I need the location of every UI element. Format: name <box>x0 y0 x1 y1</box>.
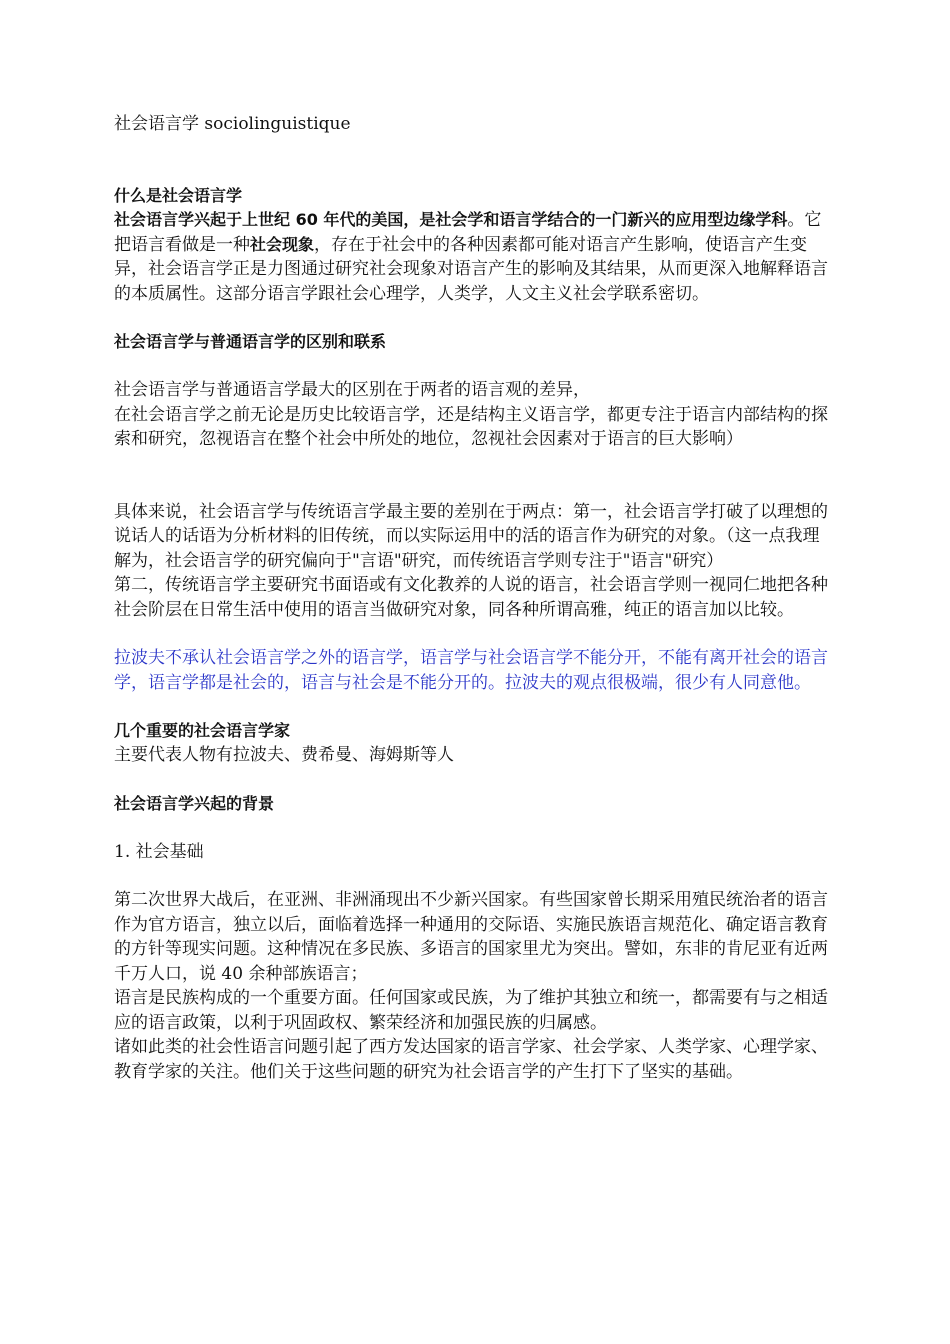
body-text: 。它把语言看做是一种 <box>114 210 822 255</box>
document-title: 社会语言学 sociolinguistique <box>114 114 351 134</box>
paragraph-language-policy: 语言是民族构成的一个重要方面。任何国家或民族，为了维护其独立和统一，都需要有与之相适应的语言政策，以利于巩固政权、繁荣经济和加强民族的归属感。 <box>114 988 828 1033</box>
bold-term-social-phenomenon: 社会现象 <box>250 234 315 254</box>
paragraph-difference-detail: 在社会语言学之前无论是历史比较语言学，还是结构主义语言学，都更专注于语言内部结构的探索和研究，忽视语言在整个社会中所处的地位，忽视社会因素对于语言的巨大影响） <box>114 404 828 449</box>
subheading-social-basis: 1. 社会基础 <box>114 841 204 862</box>
section-heading-differences: 社会语言学与普通语言学的区别和联系 <box>114 332 387 351</box>
body-text: ，存在于社会中的各种因素都可能对语言产生影响，使语言产生变异，社会语言学正是力图通过研究社会现象对语言产生的影响及其结果，从而更深入地解释语言的本质属性。这部分语言学跟社会心理学，人类学，人文主义社会学联系密切。 <box>114 234 828 304</box>
paragraph-second-difference: 第二，传统语言学主要研究书面语或有文化教养的人说的语言，社会语言学则一视同仁地把各种社会阶层在日常生活中使用的语言当做研究对象，同各种所谓高雅，纯正的语言加以比较。 <box>114 575 828 620</box>
document-page <box>114 112 830 1084</box>
section-heading-background: 社会语言学兴起的背景 <box>114 793 275 813</box>
paragraph-postwar-nations: 第二次世界大战后，在亚洲、非洲涌现出不少新兴国家。有些国家曾长期采用殖民统治者的语言作为官方语言，独立以后，面临着选择一种通用的交际语、实施民族语言规范化、确定语言教育的方针等现实问题。这种情况在多民族、多语言的国家里尤为突出。譬如，东非的肯尼亚有近两千万人口，说 40 余种部族语言； <box>114 890 828 984</box>
paragraph-western-attention: 诸如此类的社会性语言问题引起了西方发达国家的语言学家、社会学家、人类学家、心理学家、教育学家的关注。他们关于这些问题的研究为社会语言学的产生打下了坚实的基础。 <box>114 1037 828 1082</box>
paragraph-linguists: 主要代表人物有拉波夫、费希曼、海姆斯等人 <box>114 745 454 765</box>
bold-lead-text: 社会语言学兴起于上世纪 60 年代的美国，是社会学和语言学结合的一门新兴的应用型边缘学科 <box>114 210 788 229</box>
section-heading-linguists: 几个重要的社会语言学家 <box>114 721 291 740</box>
section-heading-what-is: 什么是社会语言学 <box>114 186 243 205</box>
section-intro-paragraph <box>114 208 830 306</box>
paragraph-difference-intro: 社会语言学与普通语言学最大的区别在于两者的语言观的差异， <box>114 380 590 400</box>
paragraph-first-difference: 具体来说，社会语言学与传统语言学最主要的差别在于两点：第一，社会语言学打破了以理想的说话人的话语为分析材料的旧传统，而以实际运用中的活的语言作为研究的对象。（这一点我理解为，社会语言学的研究偏向于"言语"研究，而传统语言学则专注于"语言"研究） <box>114 501 828 571</box>
paragraph-labov-view: 拉波夫不承认社会语言学之外的语言学，语言学与社会语言学不能分开，不能有离开社会的语言学，语言学都是社会的，语言与社会是不能分开的。拉波夫的观点很极端，很少有人同意他。 <box>114 648 828 693</box>
